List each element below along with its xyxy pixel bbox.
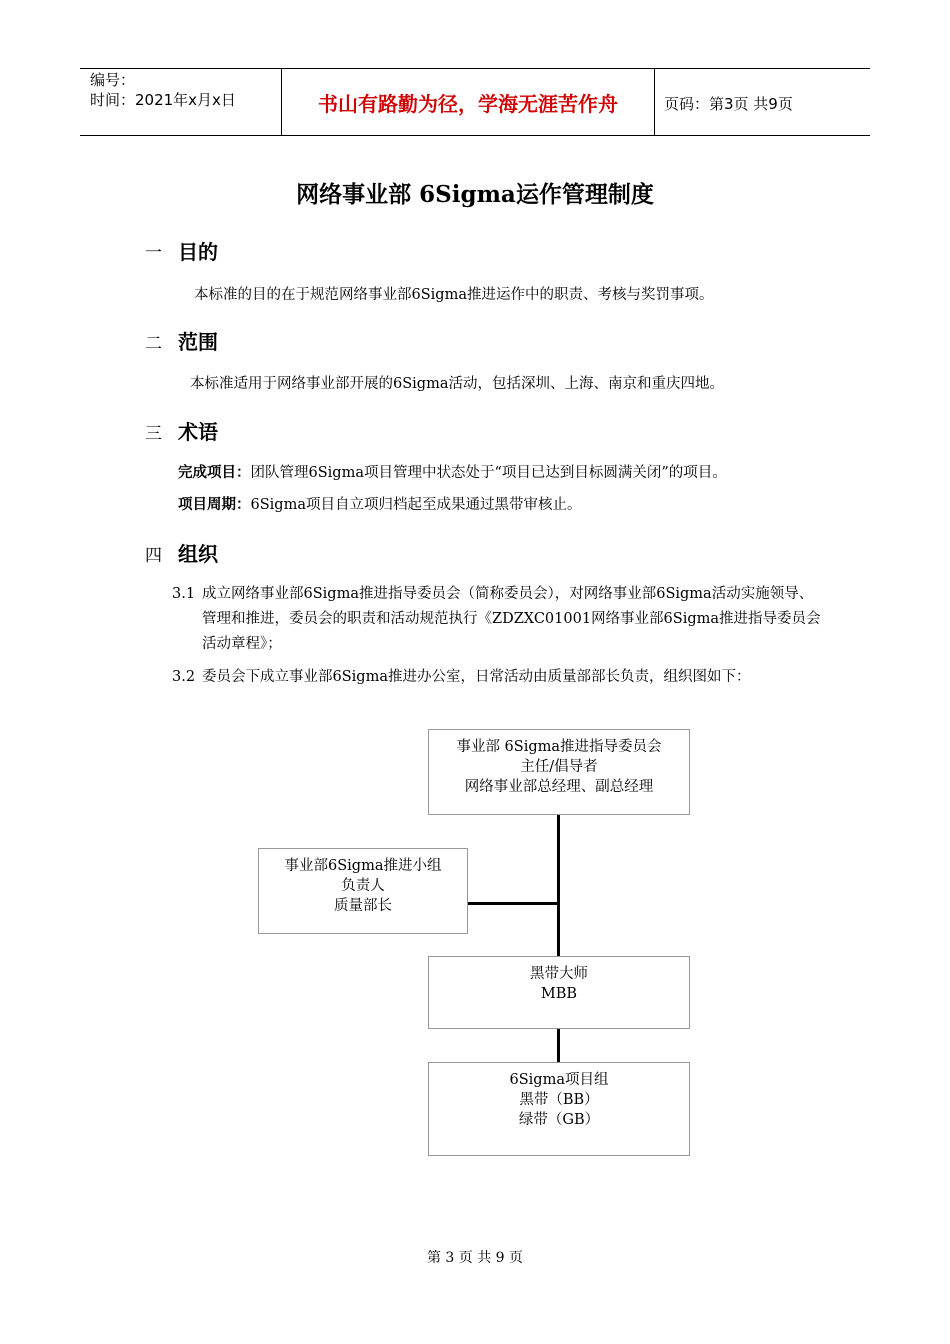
term-completed-project <box>178 461 727 485</box>
header-page-info: 页码：第3页 共9页 <box>664 95 793 113</box>
org-box-project-group <box>428 1062 690 1156</box>
org-item-text: 委员会下成立事业部6Sigma推进办公室，日常活动由质量部部长负责，组织图如下： <box>202 669 751 685</box>
org-box-line: 事业部6Sigma推进小组 <box>284 858 442 874</box>
section-number-4: 四 <box>145 546 162 566</box>
purpose-text: 本标准的目的在于规范网络事业部6Sigma推进运作中的职责、考核与奖罚事项。 <box>194 287 714 303</box>
org-item-3-1 <box>172 582 822 657</box>
org-item-text: 成立网络事业部6Sigma推进指导委员会（简称委员会），对网络事业部6Sigma活动实施领导、管理和推进，委员会的职责和活动规范执行《ZDZXC01001网络事业部6Sigma推进指导委员会活动章程》； <box>202 586 821 652</box>
org-box-committee <box>428 729 690 815</box>
header-meta <box>90 70 236 110</box>
section-number-1: 一 <box>145 243 162 263</box>
org-box-line: 6Sigma项目组 <box>509 1072 609 1088</box>
org-box-line: 绿带（GB） <box>518 1112 600 1128</box>
section-title-terms: 术语 <box>178 420 218 444</box>
org-box-line: 网络事业部总经理、副总经理 <box>464 779 654 795</box>
org-box-line: 黑带（BB） <box>519 1092 599 1108</box>
org-connector-horizontal <box>467 902 559 905</box>
header-motto: 书山有路勤为径，学海无涯苦作舟 <box>318 92 618 116</box>
term-definition: 团队管理6Sigma项目管理中状态处于“项目已达到目标圆满关闭”的项目。 <box>250 465 727 481</box>
term-label: 项目周期： <box>178 497 251 513</box>
org-connector-vertical-bottom <box>557 1028 560 1064</box>
document-number-label: 编号： <box>90 71 136 89</box>
org-connector-vertical-top <box>557 814 560 959</box>
org-box-line: 主任/倡导者 <box>520 759 598 775</box>
org-box-promotion-team <box>258 848 468 934</box>
term-project-cycle <box>178 493 581 517</box>
org-box-mbb <box>428 956 690 1029</box>
section-title-organization: 组织 <box>178 542 218 566</box>
org-box-line: 事业部 6Sigma推进指导委员会 <box>456 739 662 755</box>
section-title-purpose: 目的 <box>178 240 218 264</box>
document-time-label: 时间：2021年x月x日 <box>90 91 236 109</box>
org-box-line: 质量部长 <box>334 898 392 914</box>
term-label: 完成项目： <box>178 465 251 481</box>
scope-text: 本标准适用于网络事业部开展的6Sigma活动，包括深圳、上海、南京和重庆四地。 <box>190 376 724 392</box>
page-footer: 第 3 页 共 9 页 <box>426 1250 524 1266</box>
header-divider-right <box>654 68 655 136</box>
org-item-number: 3.2 <box>172 669 196 685</box>
org-item-3-2 <box>172 665 822 690</box>
org-box-line: MBB <box>540 986 578 1002</box>
section-number-3: 三 <box>145 424 162 444</box>
org-item-number: 3.1 <box>172 586 196 602</box>
term-definition: 6Sigma项目自立项归档起至成果通过黑带审核止。 <box>250 497 582 513</box>
document-title: 网络事业部 6Sigma运作管理制度 <box>296 181 654 208</box>
org-box-line: 黑带大师 <box>530 966 588 982</box>
header-top-border <box>80 68 870 69</box>
header-divider-left <box>281 68 282 136</box>
section-title-scope: 范围 <box>178 330 218 354</box>
header-bottom-border <box>80 135 870 136</box>
org-box-line: 负责人 <box>341 878 385 894</box>
section-number-2: 二 <box>145 334 162 354</box>
